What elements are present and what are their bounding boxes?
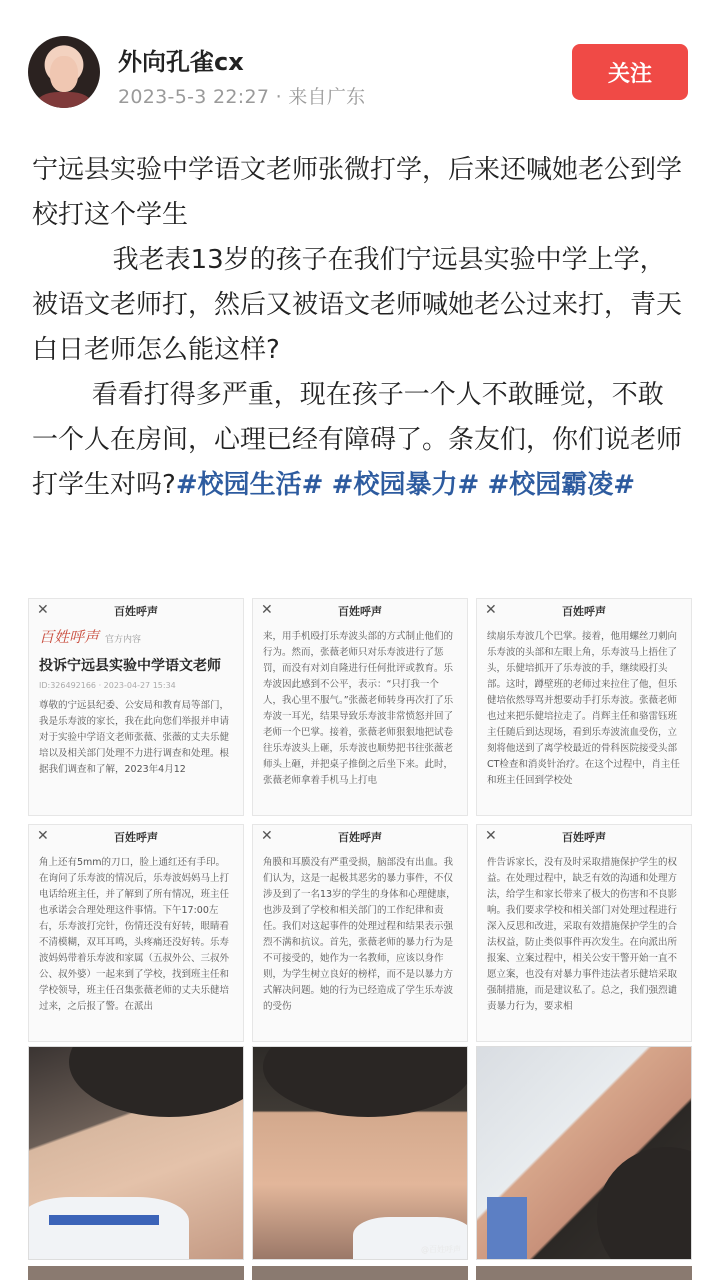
photo-collar-stripe bbox=[49, 1215, 159, 1225]
hashtag-campus-bullying[interactable]: #校园霸凌# bbox=[487, 470, 636, 500]
complaint-text: 角膜和耳膜没有严重受损，脑部没有出血。我们认为，这是一起极其恶劣的暴力事件，不仅涉及到了一名13岁的学生的身体和心理健康，也涉及到了学校和相关部门的工作纪律和责任。我们对这起事件的处理过程和结果表示强烈不满和抗议。首先，张薇老师的暴力行为是不可接受的，她作为一名教师，应该以身作则，为学生树立良好的榜样，而不是以暴力方式解决问题。她的行为已经造成了学生乐寿波的受伤 bbox=[263, 857, 456, 1012]
complaint-text: 尊敬的宁远县纪委、公安局和教育局等部门，我是乐寿波的家长，我在此向您们举报并申请对于实验中学语文老师张薇、张薇的丈夫乐健培以及相关部门处理不力进行调查和处理。根据我们调查和了解，2023年4月12 bbox=[39, 700, 230, 775]
card-title-bar bbox=[29, 825, 243, 849]
injury-photo[interactable] bbox=[28, 1046, 244, 1260]
card-body bbox=[263, 629, 457, 789]
post-meta: 2023-5-3 22:27 · 来自广东 bbox=[118, 86, 366, 108]
photo-thumbnail[interactable] bbox=[476, 1266, 692, 1280]
more-photos-strip[interactable] bbox=[28, 1266, 692, 1280]
close-icon: ✕ bbox=[37, 602, 49, 618]
avatar[interactable] bbox=[28, 36, 100, 108]
card-body bbox=[263, 855, 457, 1015]
injury-photo[interactable] bbox=[476, 1046, 692, 1260]
hashtag-campus-life[interactable]: #校园生活# bbox=[175, 470, 324, 500]
hashtag-campus-violence[interactable]: #校园暴力# bbox=[331, 470, 480, 500]
post-paragraph-2 bbox=[32, 373, 688, 508]
screenshot-card[interactable] bbox=[476, 824, 692, 1042]
post-body bbox=[32, 148, 688, 508]
photo-hair bbox=[263, 1046, 468, 1117]
close-icon: ✕ bbox=[37, 828, 49, 844]
card-title-bar bbox=[29, 599, 243, 623]
post-title-line: 宁远县实验中学语文老师张微打学，后来还喊她老公到学校打这个学生 bbox=[32, 155, 683, 230]
screenshot-card[interactable] bbox=[476, 598, 692, 816]
photo-hair bbox=[597, 1147, 692, 1260]
avatar-shirt bbox=[36, 92, 92, 108]
logo-subtitle: 官方内容 bbox=[105, 635, 142, 645]
post-paragraph-2-text: 看看打得多严重，现在孩子一个人不敢睡觉，不敢一个人在房间，心理已经有障碍了。条友们，你们说老师打学生对吗? bbox=[32, 380, 683, 500]
photo-caption: @百姓呼声 bbox=[421, 1245, 461, 1254]
card-title: 百姓呼声 bbox=[338, 605, 382, 618]
card-title: 百姓呼声 bbox=[114, 831, 158, 844]
card-body bbox=[487, 629, 681, 789]
card-title: 百姓呼声 bbox=[562, 831, 606, 844]
card-title: 百姓呼声 bbox=[338, 831, 382, 844]
card-title: 百姓呼声 bbox=[562, 605, 606, 618]
close-icon: ✕ bbox=[485, 602, 497, 618]
avatar-face bbox=[50, 56, 78, 92]
photo-thumbnail[interactable] bbox=[28, 1266, 244, 1280]
photo-hair bbox=[69, 1046, 244, 1117]
logo-text: 百姓呼声 bbox=[39, 628, 100, 646]
close-icon: ✕ bbox=[485, 828, 497, 844]
close-icon: ✕ bbox=[261, 828, 273, 844]
complaint-text: 来，用手机殴打乐寿波头部的方式制止他们的行为。然而，张薇老师只对乐寿波进行了惩罚，而没有对刘自隆进行任何批评或教育。乐寿波因此感到不公平，表示：“只打我一个人，我心里不服气。”张薇老师转身再次打了乐寿波一耳光，结果导致乐寿波非常愤怒并回了老师一个巴掌。接着，张薇老师狠狠地把试卷往乐寿波头上砸，乐寿波也顺势把书往张薇老师头上砸，并把桌子推倒之后坐下来。此时，张薇老师拿着手机马上打电 bbox=[263, 631, 454, 786]
card-title-bar bbox=[477, 825, 691, 849]
post-paragraph-1: 我老表13岁的孩子在我们宁远县实验中学上学，被语文老师打，然后又被语文老师喊她老公过来打，青天白日老师怎么能这样? bbox=[32, 245, 683, 365]
screenshot-card[interactable] bbox=[252, 824, 468, 1042]
post-header bbox=[0, 0, 718, 130]
complaint-text: 角上还有5mm的刀口，脸上通红还有手印。在询问了乐寿波的情况后，乐寿波妈妈马上打电话给班主任，并了解到了所有情况，班主任也承诺会合理处理这件事情。下午17:00左右，乐寿波打完针，伤情还没有好转，眼睛看不清模糊，双耳耳鸣，头疼痛还没好转。乐寿波妈妈带着乐寿波和家属（五叔外公、三叔外公、叔外婆）一起来到了学校，找到班主任和学校领导，班主任召集张薇老师的丈夫乐健培过来，之后报了警。在派出 bbox=[39, 857, 230, 1012]
card-title-bar bbox=[253, 825, 467, 849]
injury-photo[interactable] bbox=[252, 1046, 468, 1260]
photo-pillow-stripe bbox=[487, 1197, 527, 1260]
screenshot-card[interactable] bbox=[252, 598, 468, 816]
photo-thumbnail[interactable] bbox=[252, 1266, 468, 1280]
follow-button[interactable]: 关注 bbox=[572, 44, 688, 100]
username[interactable]: 外向孔雀cx bbox=[118, 48, 244, 76]
close-icon: ✕ bbox=[261, 602, 273, 618]
card-title-bar bbox=[253, 599, 467, 623]
card-body bbox=[487, 855, 681, 1015]
card-title-bar bbox=[477, 599, 691, 623]
complaint-meta: ID:326492166 · 2023-04-27 15:34 bbox=[39, 681, 176, 690]
photo-shirt bbox=[28, 1197, 189, 1260]
card-title: 百姓呼声 bbox=[114, 605, 158, 618]
complaint-title: 投诉宁远县实验中学语文老师 bbox=[39, 658, 221, 674]
screenshot-card[interactable] bbox=[28, 824, 244, 1042]
baixing-logo bbox=[39, 629, 233, 648]
card-body bbox=[39, 855, 233, 1015]
card-body bbox=[39, 629, 233, 778]
complaint-text: 续扇乐寿波几个巴掌。接着，他用螺丝刀刺向乐寿波的头部和左眼上角，乐寿波马上捂住了头，乐健培抓开了乐寿波的手，继续殴打头部。这时，蹲壁班的老师过来拉住了他，但乐健培依然辱骂并想要动手打乐寿波。张薇老师也过来把乐健培拉走了。肖辉主任和骆雷钰班主任随后到达现场，看到乐寿波流血受伤，立刻将他送到了离学校最近的骨科医院接受头部CT检查和消炎针治疗。在这个过程中，肖主任和班主任回到学校处 bbox=[487, 631, 680, 786]
screenshot-card[interactable] bbox=[28, 598, 244, 816]
complaint-text: 件告诉家长，没有及时采取措施保护学生的权益。在处理过程中，缺乏有效的沟通和处理方法，给学生和家长带来了极大的伤害和不良影响。我们要求学校和相关部门对处理过程进行深入反思和改进，采取有效措施保护学生的合法权益，防止类似事件再次发生。在向派出所报案、立案过程中，相关公安干警开始一直不愿立案，也没有对暴力事件违法者乐健培采取强制措施，而是建议私了。总之，我们强烈谴责暴力行为，要求相 bbox=[487, 857, 678, 1012]
